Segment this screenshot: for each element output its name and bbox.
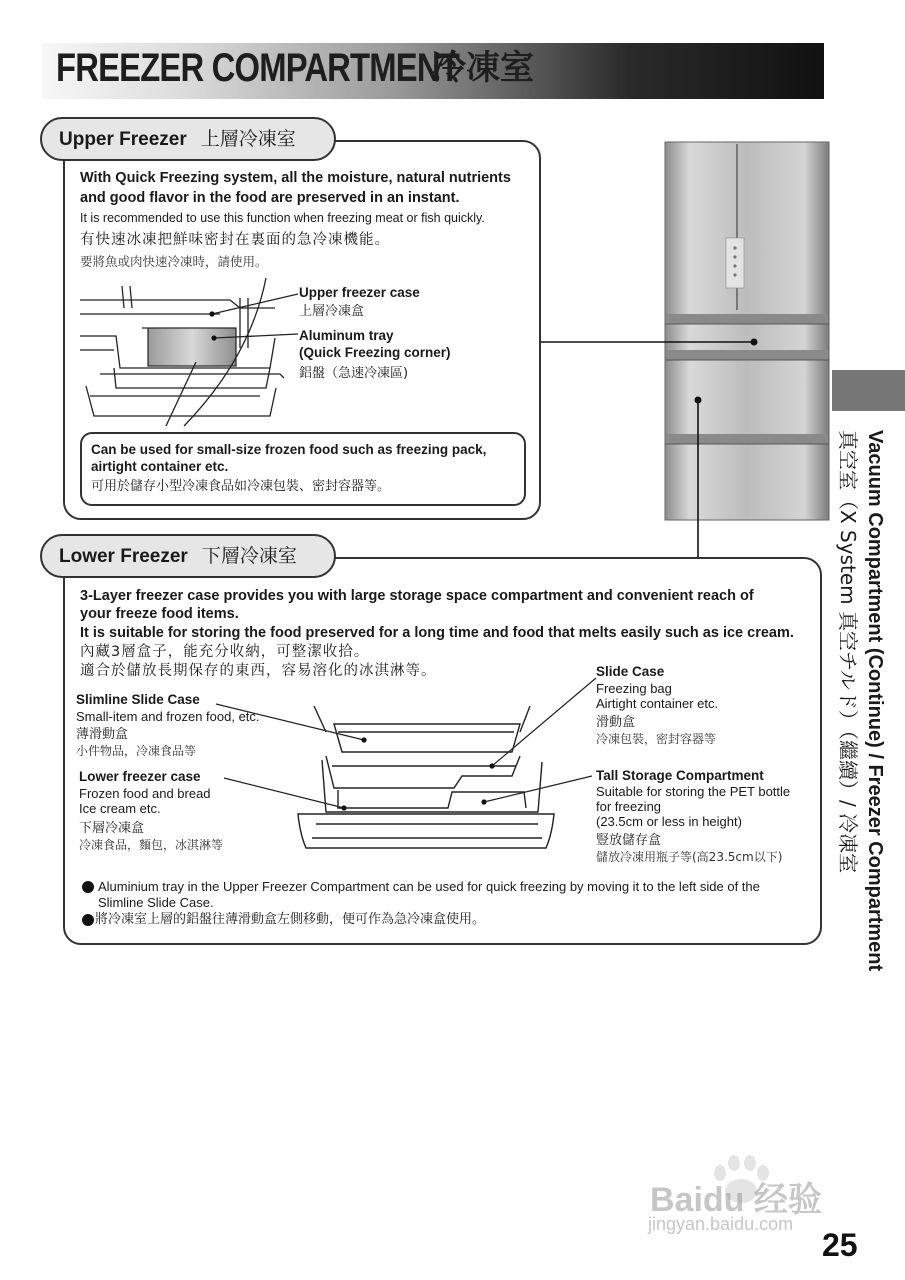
- label-upper-freezer-case: Upper freezer case: [299, 285, 420, 300]
- refrigerator-illustration: [540, 138, 840, 558]
- side-tab-marker: [832, 370, 905, 411]
- label-tall-cjk-desc: 儲放冷凍用瓶子等(高23.5cm以下): [596, 850, 783, 864]
- label-lower-freezer-case: Lower freezer case: [79, 769, 201, 784]
- label-slide-case-desc-2: Airtight container etc.: [596, 696, 719, 711]
- bullet-icon: [81, 913, 95, 927]
- label-tall-desc-1: Suitable for storing the PET bottle: [596, 784, 791, 799]
- label-lower-case-cjk: 下層冷凍盒: [79, 821, 145, 836]
- lower-intro-bold-2: your freeze food items.: [80, 606, 239, 622]
- label-slide-case-cjk: 滑動盒: [596, 715, 636, 730]
- upper-freezer-tab-label: Upper Freezer: [59, 129, 187, 150]
- label-tall-desc-2: for freezing: [596, 799, 662, 814]
- label-slimline-desc: Small-item and frozen food, etc.: [76, 709, 260, 724]
- upper-note-en-2: airtight container etc.: [91, 459, 229, 474]
- bullet-en-1: Aluminium tray in the Upper Freezer Compartment can be used for quick freezing by moving it to the left side of the: [98, 879, 760, 894]
- lower-freezer-tab: [40, 534, 336, 578]
- label-slide-case-cjk-desc: 冷凍包裝，密封容器等: [596, 732, 717, 746]
- label-lower-case-desc-2: Ice cream etc.: [79, 801, 161, 816]
- label-aluminum-tray: Aluminum tray: [299, 328, 394, 343]
- page-number: 25: [822, 1227, 858, 1263]
- upper-intro-note: It is recommended to use this function when freezing meat or fish quickly.: [80, 211, 485, 225]
- lower-intro-bold-1: 3-Layer freezer case provides you with large storage space compartment and convenient reach of: [80, 588, 754, 604]
- label-slide-case: Slide Case: [596, 664, 665, 679]
- upper-drawer-illustration: [80, 278, 300, 428]
- upper-freezer-tab: [40, 117, 336, 161]
- bullet-icon: [81, 880, 95, 894]
- lower-freezer-tab-cjk: 下層冷凍室: [201, 545, 297, 567]
- lower-intro-cjk-2: 適合於儲放長期保存的東西，容易溶化的冰淇淋等。: [80, 663, 437, 679]
- label-tall-storage: Tall Storage Compartment: [596, 768, 764, 783]
- side-tab-text: [828, 430, 888, 1090]
- label-slide-case-desc-1: Freezing bag: [596, 681, 672, 696]
- page-title: FREEZER COMPARTMENT: [56, 46, 459, 90]
- upper-intro-bold-2: and good flavor in the food are preserved in an instant.: [80, 190, 460, 206]
- upper-note-en-1: Can be used for small-size frozen food such as freezing pack,: [91, 442, 487, 457]
- label-aluminum-tray-sub: (Quick Freezing corner): [299, 345, 451, 360]
- lower-intro-bold-3: It is suitable for storing the food preserved for a long time and food that melts easily such as ice cream.: [80, 625, 794, 641]
- bullet-cjk: 將冷凍室上層的鋁盤往薄滑動盒左側移動，便可作為急冷凍盒使用。: [95, 912, 486, 927]
- upper-intro-cjk-1: 有快速冰凍把鮮味密封在裏面的急冷凍機能。: [80, 232, 390, 248]
- label-aluminum-tray-cjk: 鋁盤（急速冷凍區): [299, 366, 409, 381]
- label-slimline-slide-case: Slimline Slide Case: [76, 692, 200, 707]
- upper-note-cjk: 可用於儲存小型冷凍食品如冷凍包裝、密封容器等。: [91, 479, 391, 494]
- bullet-en-2: Slimline Slide Case.: [98, 895, 214, 910]
- lower-intro-cjk-1: 內藏3層盒子，能充分收納，可整潔收拾。: [80, 644, 370, 660]
- label-slimline-cjk: 薄滑動盒: [76, 727, 129, 742]
- upper-freezer-tab-cjk: 上層冷凍室: [200, 128, 296, 150]
- label-lower-case-cjk-desc: 冷凍食品，麵包，冰淇淋等: [79, 838, 224, 852]
- label-tall-desc-3: (23.5cm or less in height): [596, 814, 742, 829]
- watermark-url: jingyan.baidu.com: [648, 1214, 794, 1234]
- lower-freezer-tab-label: Lower Freezer: [59, 546, 188, 567]
- page-title-cjk: 冷凍室: [432, 49, 534, 87]
- label-upper-freezer-case-cjk: 上層冷凍盒: [299, 304, 365, 319]
- label-tall-cjk: 豎放儲存盒: [596, 833, 662, 848]
- label-slimline-cjk-desc: 小件物品，冷凍食品等: [76, 744, 197, 758]
- watermark-brand: Baidu 经验: [650, 1181, 822, 1219]
- upper-intro-cjk-2: 要將魚或肉快速冷凍時，請使用。: [80, 254, 268, 269]
- side-tab-line-2: 真空室（X System 真空チルド）（繼續）/ 冷凍室: [836, 430, 860, 874]
- label-lower-case-desc-1: Frozen food and bread: [79, 786, 211, 801]
- upper-intro-bold-1: With Quick Freezing system, all the moisture, natural nutrients: [80, 170, 511, 186]
- side-tab-line-1: Vacuum Compartment (Continue) / Freezer Compartment: [864, 430, 886, 972]
